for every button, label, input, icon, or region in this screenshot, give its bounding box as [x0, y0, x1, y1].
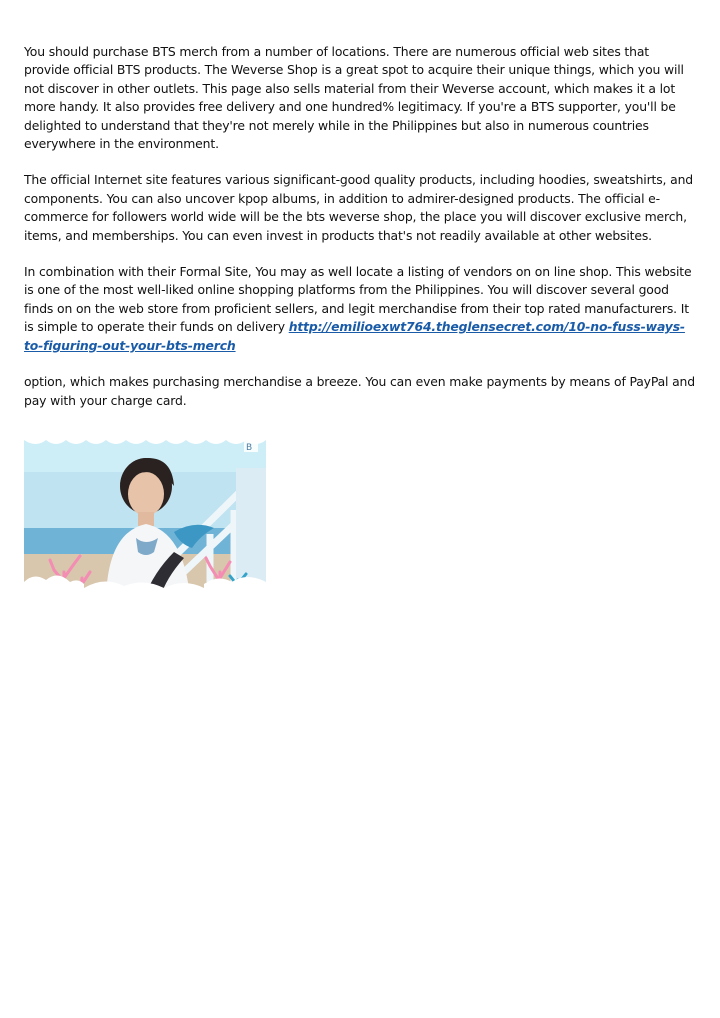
document-page	[24, 43, 696, 598]
photo-badge: B	[246, 442, 253, 453]
article-link[interactable]: http://emilioexwt764.theglensecret.com/10-no-fuss-ways-to-figuring-out-your-bts-merch	[24, 319, 685, 353]
photo-illustration	[24, 432, 266, 598]
paragraph-4: option, which makes purchasing merchandise a breeze. You can even make payments by means of PayPal and pay with your charge card.	[24, 374, 695, 408]
paragraph-2: The official Internet site features various significant-good quality products, including hoodies, sweatshirts, and components. You can also uncover kpop albums, in addition to admirer-designed products. The official e-commerce for followers world wide will be the bts weverse shop, the place you will discover exclusive merch, items, and memberships. You can even invest in products that's not readily available at other websites.	[24, 172, 693, 243]
bts-member-photo	[24, 432, 266, 598]
paragraph-3-text: In combination with their Formal Site, You may as well locate a listing of vendors on on line shop. This website is one of the most well-liked online shopping platforms from the Philippines. You will discover several good finds on on the web store from proficient sellers, and legit merchandise from their top rated manufacturers. It is simple to operate their funds on delivery	[24, 264, 692, 335]
paragraph-3	[24, 263, 696, 355]
paragraph-1: You should purchase BTS merch from a number of locations. There are numerous official web sites that provide official BTS products. The Weverse Shop is a great spot to acquire their unique things, which you will not discover in other outlets. This page also sells material from their Weverse account, which makes it a lot more handy. It also provides free delivery and one hundred% legitimacy. If you're a BTS supporter, you'll be delighted to understand that they're not merely while in the Philippines but also in numerous countries everywhere in the environment.	[24, 44, 684, 152]
